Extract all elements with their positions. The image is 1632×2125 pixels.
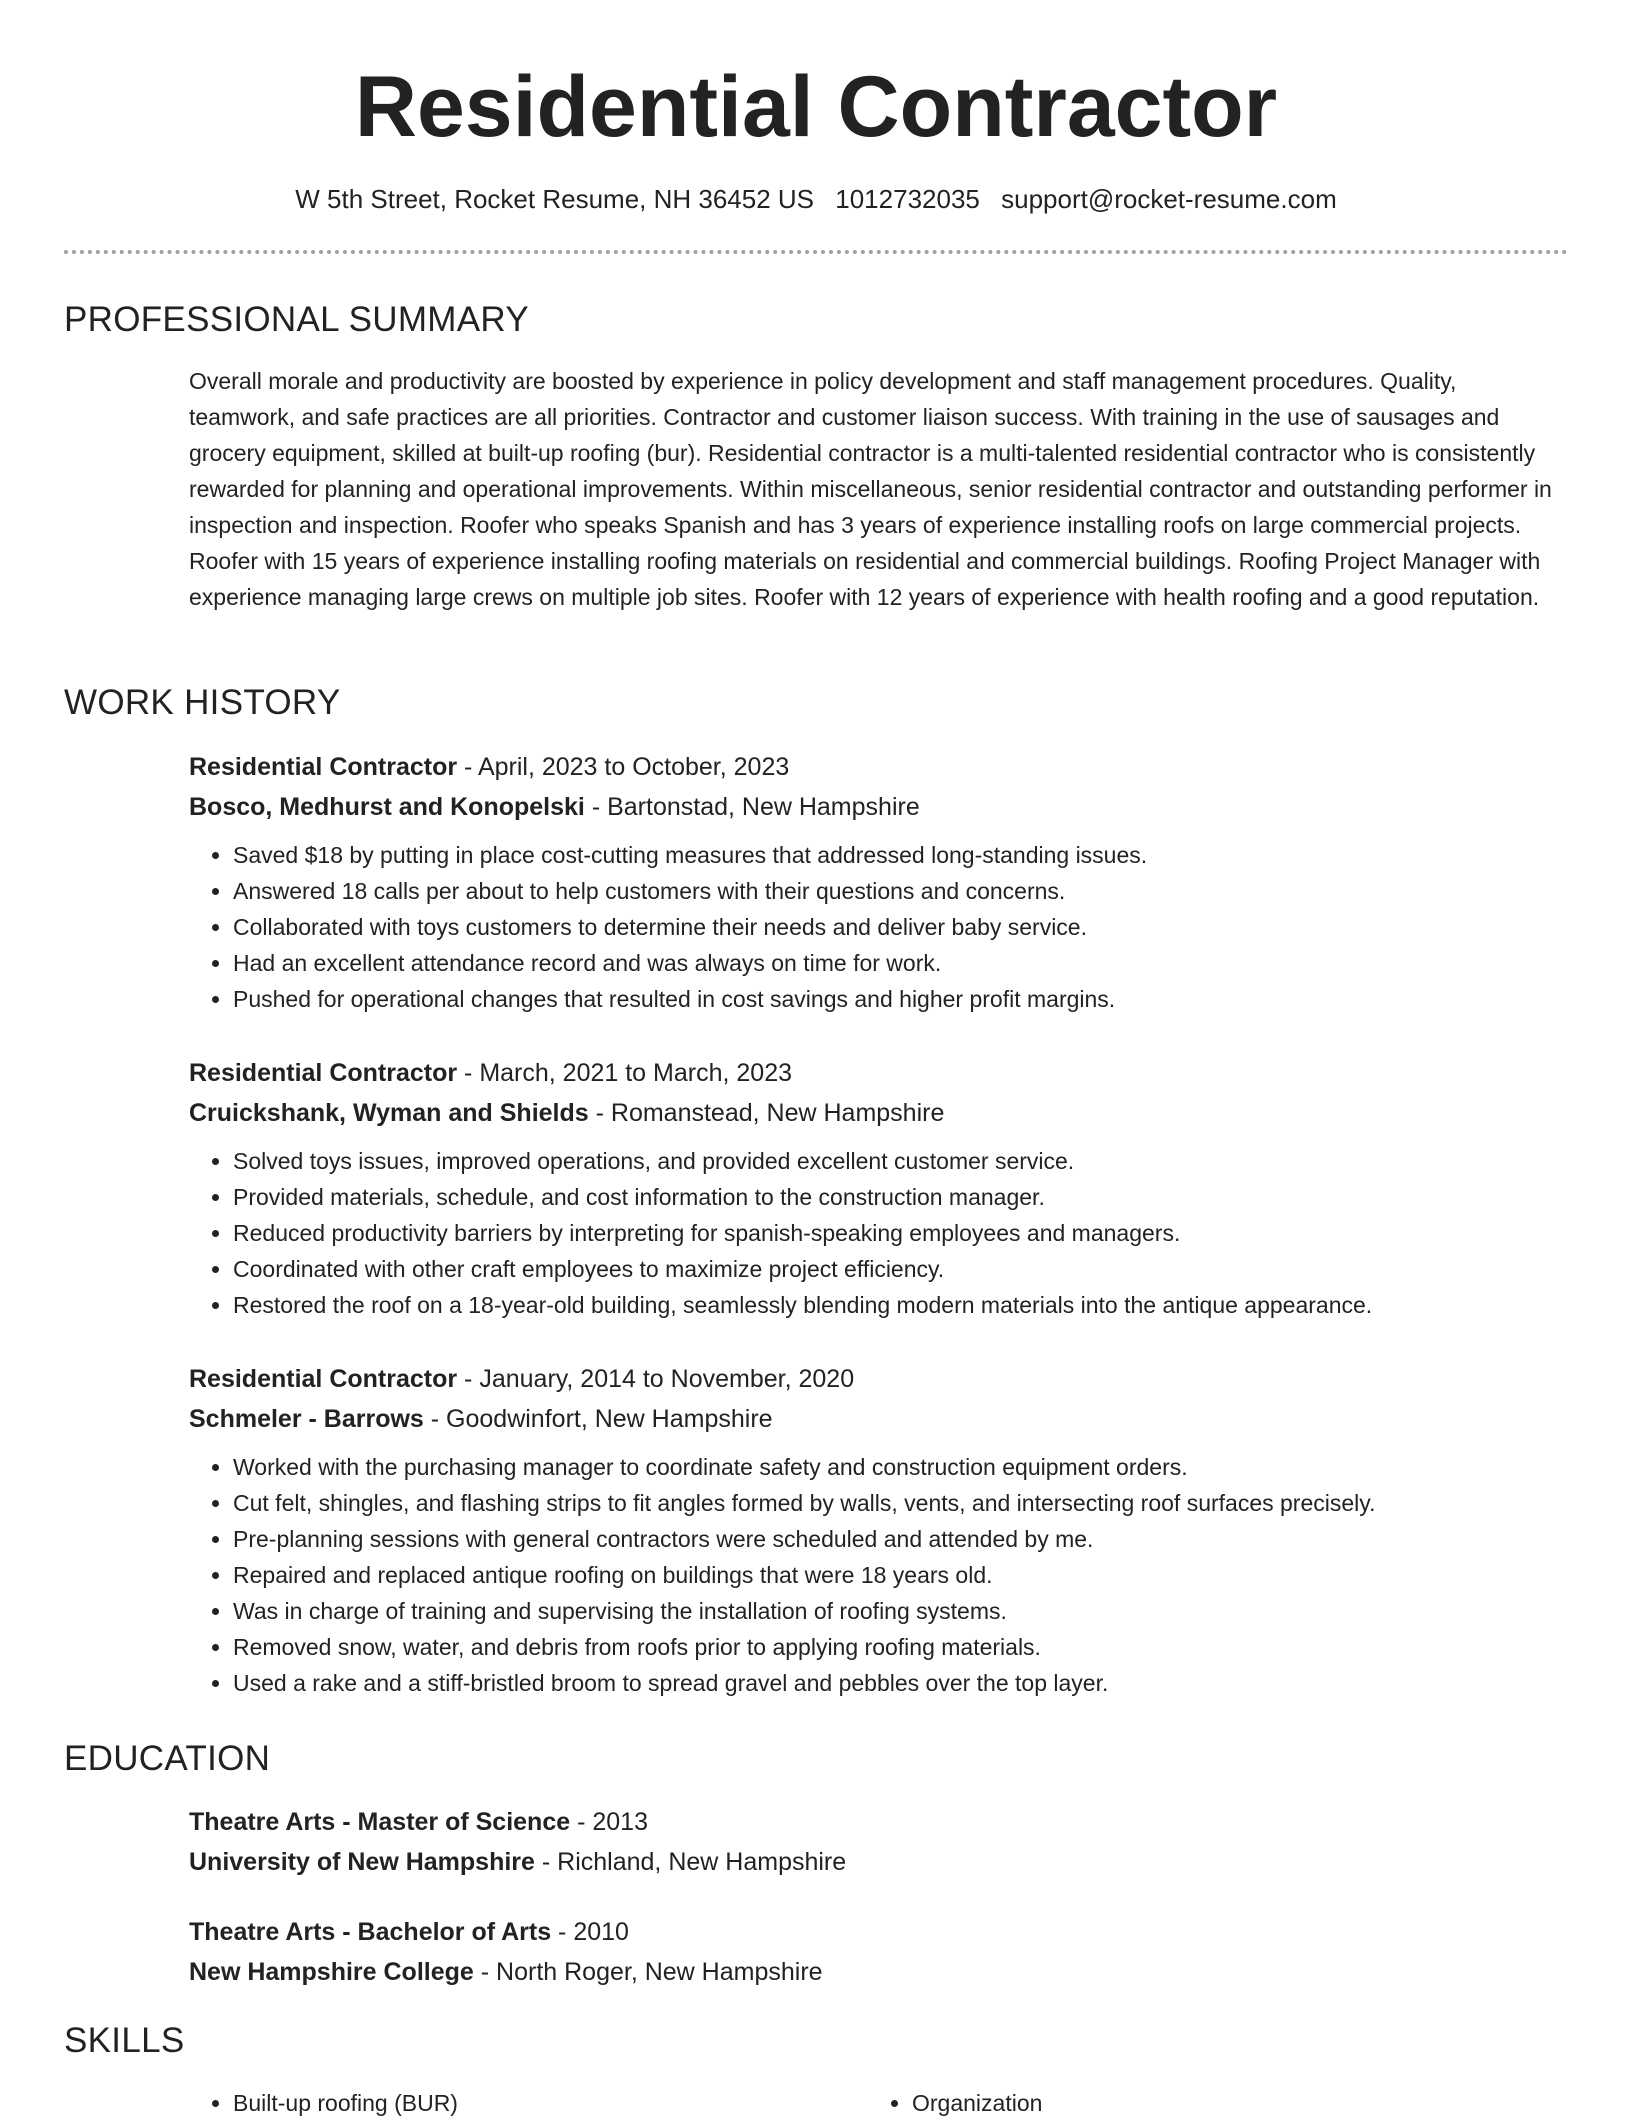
list-item: • Collaborated with toys customers to determine their needs and deliver baby service. [233,909,1568,945]
list-item: • Pushed for operational changes that resulted in cost savings and higher profit margins. [233,981,1568,1017]
school-line [189,1842,1568,1882]
list-item: • Pre-planning sessions with general contractors were scheduled and attended by me. [233,1521,1568,1557]
skill-item: • Built-up roofing (BUR) [233,2085,458,2121]
job-company-line [189,1093,1568,1133]
education-entry [189,1912,1568,1992]
job-company: Schmeler - Barrows [189,1405,424,1433]
skills-list-left [189,2085,458,2121]
job-dates: - January, 2014 to November, 2020 [457,1365,855,1393]
job-company: Cruickshank, Wyman and Shields [189,1099,589,1127]
list-item: • Coordinated with other craft employees to maximize project efficiency. [233,1251,1568,1287]
job-title-line [189,1359,1568,1399]
job-bullets [189,1449,1568,1701]
list-item: • Worked with the purchasing manager to coordinate safety and construction equipment orders. [233,1449,1568,1485]
job-title-line [189,747,1568,787]
degree-name: Theatre Arts - Master of Science [189,1808,571,1836]
degree-line [189,1912,1568,1952]
list-item: • Restored the roof on a 18-year-old building, seamlessly blending modern materials into the antique appearance. [233,1287,1568,1323]
list-item: • Used a rake and a stiff-bristled broom to spread gravel and pebbles over the top layer. [233,1665,1568,1701]
school-location: - Richland, New Hampshire [534,1848,847,1876]
contact-address: W 5th Street, Rocket Resume, NH 36452 US [295,184,815,214]
job-role: Residential Contractor [189,1365,458,1393]
job-location: - Bartonstad, New Hampshire [584,793,920,821]
list-item: • Cut felt, shingles, and flashing strips to fit angles formed by walls, vents, and intersecting roof surfaces precisely. [233,1485,1568,1521]
job-entry [189,747,1568,1017]
list-item: • Provided materials, schedule, and cost information to the construction manager. [233,1179,1568,1215]
list-item: • Answered 18 calls per about to help customers with their questions and concerns. [233,873,1568,909]
education-entry [189,1802,1568,1882]
school-location: - North Roger, New Hampshire [473,1958,823,1986]
job-dates: - March, 2021 to March, 2023 [457,1059,792,1087]
contact-line [0,182,1632,216]
job-company-line [189,1399,1568,1439]
job-title-line [189,1053,1568,1093]
list-item: • Removed snow, water, and debris from roofs prior to applying roofing materials. [233,1629,1568,1665]
job-bullets [189,1143,1568,1323]
header-divider [64,250,1568,254]
school-line [189,1952,1568,1992]
degree-year: - 2010 [551,1918,629,1946]
list-item: • Repaired and replaced antique roofing on buildings that were 18 years old. [233,1557,1568,1593]
section-title-skills: SKILLS [64,2021,185,2060]
skills-list-right [868,2085,1042,2121]
degree-name: Theatre Arts - Bachelor of Arts [189,1918,552,1946]
list-item: • Had an excellent attendance record and was always on time for work. [233,945,1568,981]
job-dates: - April, 2023 to October, 2023 [457,753,790,781]
job-location: - Goodwinfort, New Hampshire [423,1405,773,1433]
list-item: • Reduced productivity barriers by interpreting for spanish-speaking employees and managers. [233,1215,1568,1251]
resume-name: Residential Contractor [354,59,1278,155]
contact-phone: 1012732035 [835,184,980,214]
school-name: New Hampshire College [189,1958,474,1986]
skill-item: • Organization [912,2085,1042,2121]
school-name: University of New Hampshire [189,1848,535,1876]
job-bullets [189,837,1568,1017]
job-entry [189,1359,1568,1701]
list-item: • Saved $18 by putting in place cost-cutting measures that addressed long-standing issues. [233,837,1568,873]
job-company-line [189,787,1568,827]
contact-email: support@rocket-resume.com [1001,184,1337,214]
job-role: Residential Contractor [189,753,458,781]
section-title-work: WORK HISTORY [64,683,341,722]
skills-block [189,2085,1568,2125]
section-title-education: EDUCATION [64,1739,271,1778]
summary-block [189,363,1568,615]
summary-text: Overall morale and productivity are boosted by experience in policy development and staff management procedures. Quality, teamwork, and safe practices are all priorities. Contractor and customer liaison success. With training in the use of sausages and grocery equipment, skilled at built-up roofing (bur). Residential contractor is a multi-talented residential contractor who is consistently rewarded for planning and operational improvements. Within miscellaneous, senior residential contractor and outstanding performer in inspection and inspection. Roofer who speaks Spanish and has 3 years of experience installing roofs on large commercial projects. Roofer with 15 years of experience installing roofing materials on residential and commercial buildings. Roofing Project Manager with experience managing large crews on multiple job sites. Roofer with 12 years of experience with health roofing and a good reputation. [189,368,1552,610]
job-entry [189,1053,1568,1323]
job-role: Residential Contractor [189,1059,458,1087]
list-item: • Solved toys issues, improved operations, and provided excellent customer service. [233,1143,1568,1179]
job-location: - Romanstead, New Hampshire [588,1099,945,1127]
section-title-summary: PROFESSIONAL SUMMARY [64,300,529,339]
degree-line [189,1802,1568,1842]
list-item: • Was in charge of training and supervising the installation of roofing systems. [233,1593,1568,1629]
job-company: Bosco, Medhurst and Konopelski [189,793,585,821]
degree-year: - 2013 [570,1808,648,1836]
